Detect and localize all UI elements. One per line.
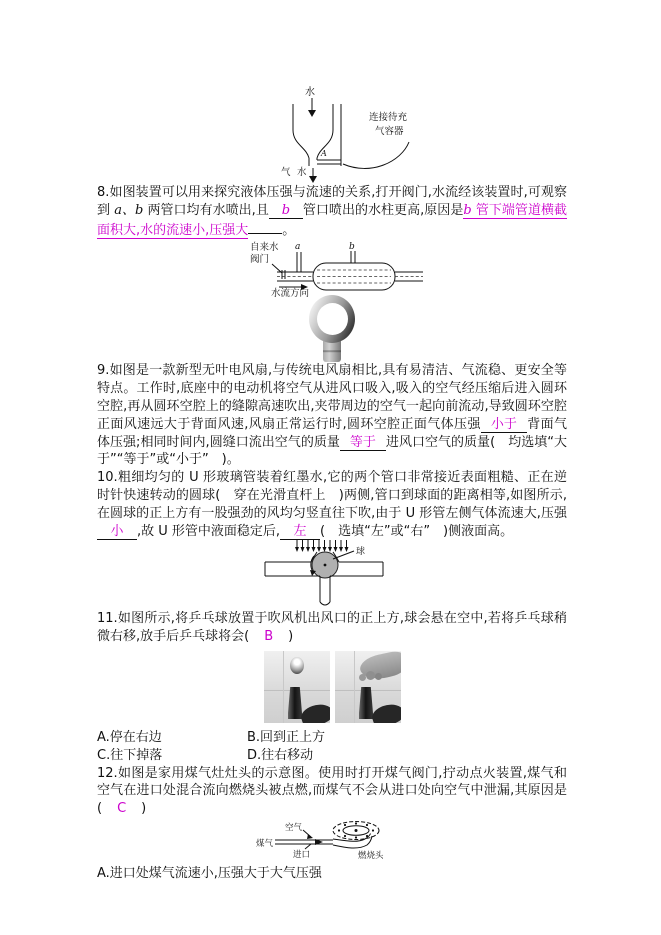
q10-text-2: ,故 U 形管中液面稳定后,: [137, 523, 281, 539]
q12-answer: C: [117, 801, 127, 817]
q10-text-1: 10.粗细均匀的 U 形玻璃管装着红墨水,它的两个管口非常接近表面粗糙、正在逆时针快速转动的圆球( 穿在光滑直杆上 )两侧,管口到球面的距离相等,如图所示,在圆球的正上方有一股强劲的风均匀竖直往下吹,由于 U 形管左侧气体流速大,压强: [97, 470, 567, 521]
q9-text-3: 进风口空气的质量( 均选填“大于”“等于”或“小于” )。: [97, 434, 568, 468]
fan-ring: [309, 295, 355, 343]
utube-diagram: [259, 540, 389, 610]
q11-answer: B: [264, 629, 274, 645]
pipe-diagram: [249, 239, 424, 297]
gas-stove-diagram: [255, 821, 395, 865]
q8-blank-1: b: [269, 204, 303, 219]
q12-option-a-text: A.进口处煤气流速小,压强大于大气压强: [97, 865, 322, 881]
photo-hand-moving-ball: [335, 651, 401, 723]
question-12: [97, 765, 567, 818]
funnel-water-out-label: 水: [297, 167, 307, 178]
stove-air-label: 空气: [285, 822, 303, 833]
question-9: [97, 362, 567, 469]
question-10: [97, 469, 567, 540]
q8-text-3: 管口喷出的水柱更高,原因是: [302, 202, 464, 218]
pipe-flow-label: 水流方向: [271, 288, 310, 298]
q10-text-3: ( 选填“左”或“右” )侧液面高。: [320, 523, 514, 539]
q9-blank-1: 小于: [481, 418, 527, 433]
utube-ball-label: 球: [356, 547, 366, 558]
q11-option-b: B.回到正上方: [247, 729, 326, 745]
tile-line: [354, 651, 355, 723]
funnel-water-in-label: 水: [305, 87, 315, 98]
question-11: [97, 610, 567, 646]
hair-dryer-body: [298, 700, 329, 722]
q8-var-ab: a、b: [114, 202, 144, 218]
q12-option-a: [97, 865, 567, 883]
funnel-junction-label: A: [321, 149, 327, 158]
worksheet-content: [97, 0, 567, 883]
q8-text-2: 两管口均有水喷出,且: [143, 202, 269, 218]
q12-text-2: ): [141, 801, 147, 817]
photo-ball-floating: [264, 651, 330, 723]
q11-option-a: A.停在右边: [97, 729, 162, 745]
pingpong-ball: [290, 657, 304, 674]
q11-photos: [97, 651, 567, 723]
question-8: [97, 184, 567, 239]
q11-text-1: 11.如图所示,将乒乓球放置于吹风机出风口的正上方,球会悬在空中,若将乒乓球稍微右移,放手后乒乓球将会(: [97, 611, 567, 645]
q8-text-4: 。: [282, 222, 296, 238]
pipe-tap-label-2: 阀门: [250, 254, 270, 266]
q10-blank-2: 左: [280, 525, 320, 540]
q9-text-1: 9.如图是一款新型无叶电风扇,与传统电风扇相比,具有易清洁、气流稳、更安全等特点。工作时,底座中的电动机将空气从进风口吸入,吸入的空气经压缩后进入圆环空腔,再从圆环空腔上的缝隙高速吹出,夹带周边的空气一起向前流动,导致圆环空腔正面风速远大于背面风速,风扇正常运行时,圆环空腔正面气体压强: [97, 363, 567, 432]
q11-text-2: ): [288, 629, 294, 645]
q9-blank-2: 等于: [340, 436, 386, 451]
q12-text-1: 12.如图是家用煤气灶灶头的示意图。使用时打开煤气阀门,拧动点火装置,煤气和空气在进口处混合流向燃烧头被点燃,而煤气不会从进口处向空气中泄漏,其原因是(: [97, 765, 567, 817]
fan-base: [323, 340, 341, 362]
funnel-diagram: [209, 84, 449, 184]
stove-gas-label: 煤气: [256, 838, 274, 849]
funnel-connect-label-2: 气容器: [375, 126, 404, 137]
q11-option-c: C.往下掉落: [97, 747, 163, 763]
hand-fingers: [366, 671, 375, 680]
pipe-tube-a-label: a: [295, 242, 301, 253]
stove-inlet-label: 进口: [293, 849, 311, 860]
fan-ring-hole: [317, 303, 348, 335]
pipe-tap-label-1: 自来水: [250, 242, 279, 254]
q8-text-1: 8.如图装置可以用来探究液体压强与流速的关系,打开阀门,水流经该装置时,可观察到: [97, 185, 567, 218]
q8-blank-tail: [248, 220, 282, 234]
q11-option-d: D.往右移动: [247, 747, 314, 763]
q9-text-2: 背面气体压强;相同时间内,圆缝口流出空气的质量: [97, 416, 567, 450]
bladeless-fan-image: [97, 295, 567, 362]
funnel-connect-label-1: 连接待充: [369, 112, 408, 123]
q11-options: [97, 729, 417, 765]
q10-blank-1: 小: [97, 525, 137, 540]
tile-line: [283, 651, 284, 723]
funnel-gas-out-label: 气: [281, 167, 291, 178]
q8-answer: b 管下端管道横截面积大,水的流速小,压强大: [97, 202, 567, 238]
hair-dryer-body: [369, 700, 400, 722]
hand: [358, 651, 401, 683]
pipe-tube-b-label: b: [349, 242, 355, 253]
stove-burner-label: 燃烧头: [358, 850, 384, 861]
